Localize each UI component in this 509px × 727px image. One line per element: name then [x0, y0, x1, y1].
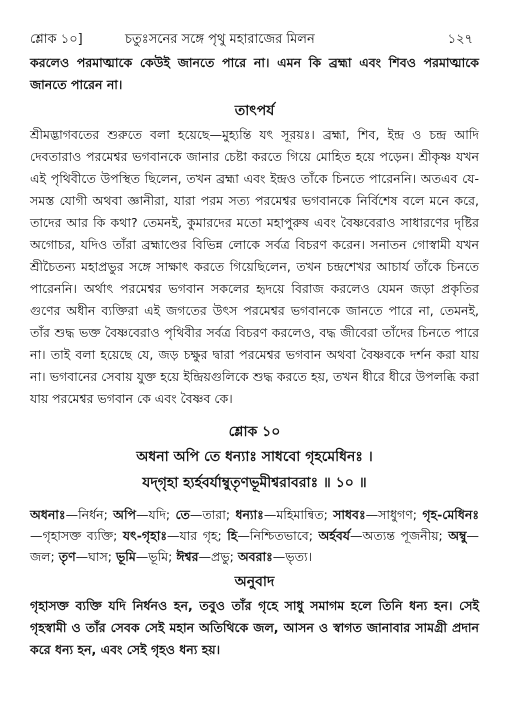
synonym-meaning: —ভূমি; — [135, 549, 177, 564]
verse-line-2: যদ্‌গৃহা হ্যর্হবর্যাম্বুতৃণভূমীশ্বরাবরাঃ ॥ ১০ ॥ — [142, 475, 367, 491]
synonym-word: ভূমি — [115, 549, 136, 564]
synonym-meaning: —গৃহাসক্ত ব্যক্তি; — [30, 528, 123, 543]
synonym-word: সাধবঃ — [333, 507, 366, 522]
synonym-meaning: —যদি; — [136, 507, 176, 522]
synonym-word: গৃহ-মেধিনঃ — [422, 507, 479, 522]
synonym-word: যৎ-গৃহাঃ — [122, 528, 167, 543]
synonym-word: ঈশ্বর — [176, 549, 199, 564]
synonym-word: অধনাঃ — [30, 507, 66, 522]
synonym-meaning: —নিশ্চিতভাবে; — [237, 528, 319, 543]
synonym-word: ধন্যাঃ — [235, 507, 264, 522]
synonym-word: হি — [227, 528, 238, 543]
translation-heading: অনুবাদ — [234, 574, 275, 590]
synonym-word: অম্বু — [448, 528, 467, 543]
header-verse-ref: শ্লোক ১০] — [30, 32, 83, 47]
verse-number: শ্লোক ১০ — [228, 424, 281, 440]
purport-heading: তাৎপর্য — [234, 103, 275, 119]
translation-paragraph: গৃহাসক্ত ব্যক্তি যদি নির্ধনও হন, তবুও তাঁর গৃহে সাধু সমাগম হলে তিনি ধন্য হন। সেই গৃহস্বামী ও তাঁর সেবক সেই মহান অতিথিকে জল, আসন ও স্বাগত জানাবার সামগ্রী প্রদান করে ধন্য হন, এবং সেই গৃহও ধন্য হয়। — [30, 598, 479, 657]
synonym-word: তে — [175, 507, 190, 522]
synonym-meaning: —নির্ধন; — [65, 507, 114, 522]
synonym-word: অর্হবর্য — [318, 528, 351, 543]
synonym-meaning: —অত্যন্ত পূজনীয়; — [350, 528, 449, 543]
synonym-word: অবরাঃ — [237, 549, 273, 564]
synonym-meaning: —জল; — [30, 528, 479, 564]
synonyms-block — [30, 504, 479, 567]
page-number: ১২৭ — [447, 32, 473, 47]
verse-line-1: অধনা অপি তে ধন্যাঃ সাধবো গৃহমেধিনঃ । — [136, 449, 373, 465]
synonym-meaning: —তারা; — [189, 507, 236, 522]
header-chapter-title: চতুঃসনের সঙ্গে পৃথু মহারাজের মিলন — [125, 32, 315, 47]
running-header — [30, 30, 479, 52]
synonym-meaning: —প্রভু; — [198, 549, 238, 564]
continuation-paragraph: করলেও পরমাত্মাকে কেউই জানতে পারে না। এমন কি ব্রহ্মা এবং শিবও পরমাত্মাকে জানতে পারেন না। — [30, 55, 479, 92]
synonym-word: অপি — [113, 507, 137, 522]
synonym-meaning: —ঘাস; — [75, 549, 116, 564]
synonym-meaning: —সাধুগণ; — [365, 507, 423, 522]
synonym-meaning: —ভৃত্য। — [272, 549, 313, 564]
purport-paragraph: শ্রীমদ্ভাগবতের শুরুতে বলা হয়েছে—মুহ্যন্তি যৎ সূরয়ঃ। ব্রহ্মা, শিব, ইন্দ্র ও চন্দ্র আদি দেবতারাও পরমেশ্বর ভগবানকে জানার চেষ্টা করতে গিয়ে মোহিত হয়ে পড়েন। শ্রীকৃষ্ণ যখন এই পৃথিবীতে উপস্থিত ছিলেন, তখন ব্রহ্মা এবং ইন্দ্রও তাঁকে চিনতে পারেননি। অতএব যে-সমস্ত যোগী অথবা জ্ঞানীরা, যারা পরম সত্য পরমেশ্বর ভগবানকে নির্বিশেষ বলে মনে করে, তাদের আর কি কথা? তেমনই, কুমারদের মতো মহাপুরুষ এবং বৈষ্ণবেরাও সাধারণের দৃষ্টির অগোচর, যদিও তাঁরা ব্রহ্মাণ্ডের বিভিন্ন লোকে সর্বত্র বিচরণ করেন। সনাতন গোস্বামী যখন শ্রীচৈতন্য মহাপ্রভুর সঙ্গে সাক্ষাৎ করতে গিয়েছিলেন, তখন চন্দ্রশেখর আচার্য তাঁকে চিনতে পারেননি। অর্থাৎ পরমেশ্বর ভগবান সকলের হৃদয়ে বিরাজ করলেও যেমন জড়া প্রকৃতির গুণের অধীন ব্যক্তিরা এই জগতের উৎস পরমেশ্বর ভগবানকে জানতে পারে না, তেমনই, তাঁর শুদ্ধ ভক্ত বৈষ্ণবেরাও পৃথিবীর সর্বত্র বিচরণ করলেও, বদ্ধ জীবেরা তাঁদের চিনতে পারে না। তাই বলা হয়েছে যে, জড় চক্ষুর দ্বারা পরমেশ্বর ভগবান অথবা বৈষ্ণবকে দর্শন করা যায় না। ভগবানের সেবায় যুক্ত হয়ে ইন্দ্রিয়গুলিকে শুদ্ধ করতে হয়, তখন ধীরে ধীরে উপলব্ধি করা যায় পরমেশ্বর ভগবান কে এবং বৈষ্ণব কে। — [30, 127, 479, 406]
synonym-meaning: —মহিমান্বিত; — [263, 507, 334, 522]
synonym-word: তৃণ — [58, 549, 76, 564]
synonym-meaning: —যার গৃহ; — [166, 528, 228, 543]
